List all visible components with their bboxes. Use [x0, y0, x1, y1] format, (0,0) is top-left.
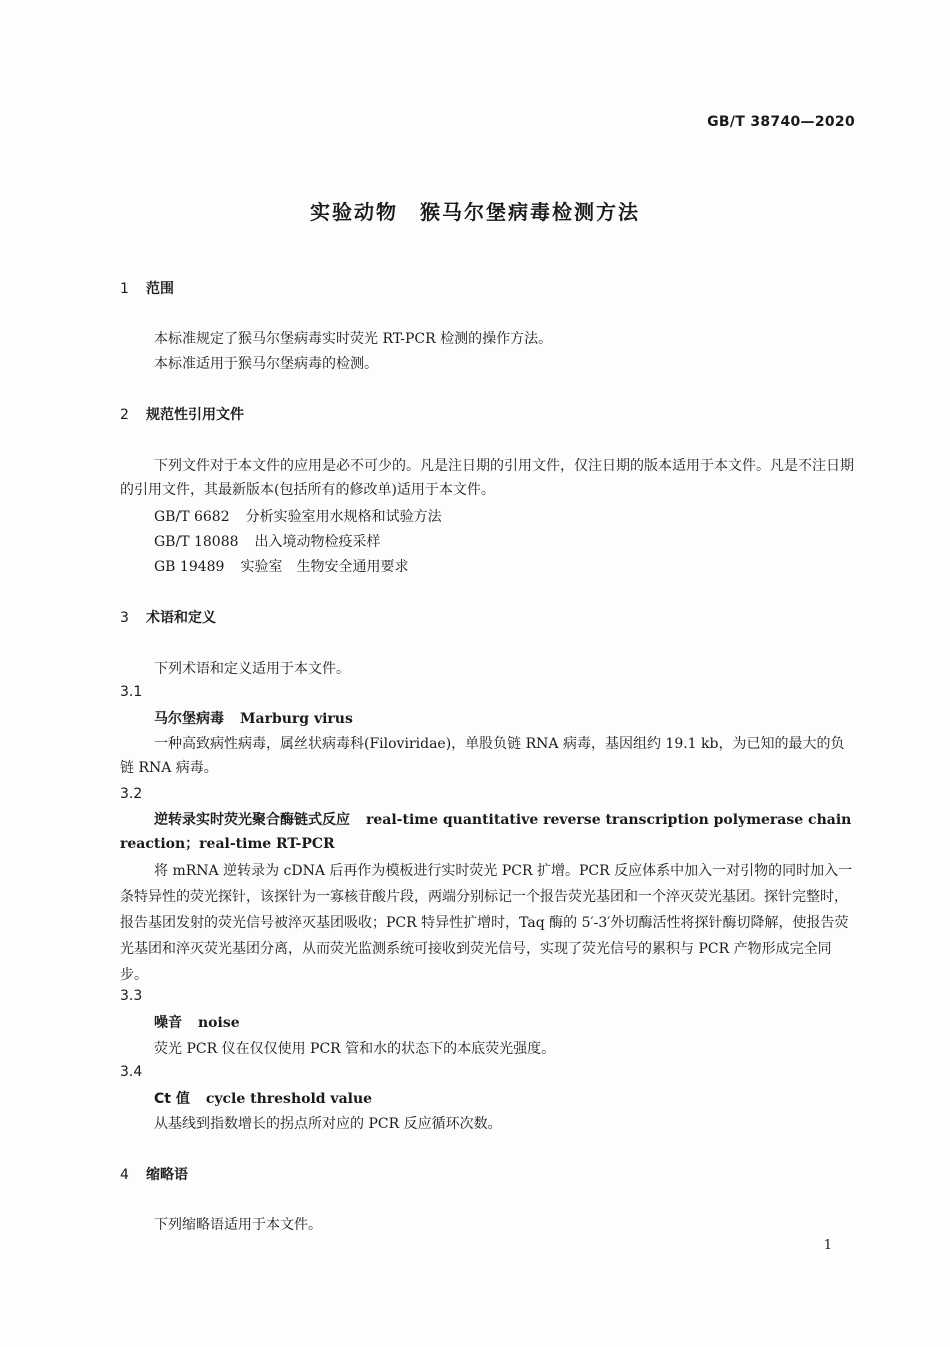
- section-number: 4: [120, 1167, 129, 1183]
- section-title: 规范性引用文件: [146, 407, 244, 423]
- paragraph: 下列术语和定义适用于本文件。: [154, 661, 350, 677]
- term-heading: [154, 1012, 240, 1032]
- term-heading: [154, 708, 353, 728]
- reference-code: GB/T 6682: [154, 509, 230, 525]
- section-number: 1: [120, 281, 129, 297]
- term-en: Marburg virus: [240, 711, 353, 727]
- subclause-number: 3.2: [120, 786, 143, 802]
- paragraph: 下列缩略语适用于本文件。: [154, 1217, 322, 1233]
- term-heading: [120, 808, 855, 856]
- section-heading-3: [120, 607, 216, 627]
- term-zh: 逆转录实时荧光聚合酶链式反应: [154, 812, 350, 828]
- term-zh: 马尔堡病毒: [154, 711, 224, 727]
- subclause-number: 3.1: [120, 684, 143, 700]
- reference-title: 分析实验室用水规格和试验方法: [245, 509, 442, 525]
- term-definition: 荧光 PCR 仪在仅仅使用 PCR 管和水的状态下的本底荧光强度。: [154, 1041, 556, 1057]
- term-heading: [154, 1088, 372, 1108]
- section-heading-4: [120, 1164, 188, 1184]
- reference-item: [154, 556, 408, 576]
- reference-item: [154, 531, 381, 551]
- page-number: 1: [823, 1238, 832, 1253]
- section-number: 2: [120, 407, 129, 423]
- section-number: 3: [120, 610, 129, 626]
- reference-code: GB 19489: [154, 559, 225, 575]
- term-definition: 一种高致病性病毒，属丝状病毒科(Filoviridae)，单股负链 RNA 病毒，基因组约 19.1 kb，为已知的最大的负链 RNA 病毒。: [120, 736, 845, 776]
- reference-title: 出入境动物检疫采样: [254, 534, 381, 550]
- reference-code: GB/T 18088: [154, 534, 239, 550]
- section-title: 缩略语: [146, 1167, 188, 1183]
- term-zh: Ct 值: [154, 1091, 190, 1107]
- reference-title: 实验室 生物安全通用要求: [240, 559, 409, 575]
- subclause-number: 3.4: [120, 1064, 143, 1080]
- paragraph: 本标准规定了猴马尔堡病毒实时荧光 RT-PCR 检测的操作方法。: [154, 331, 553, 347]
- subclause-number: 3.3: [120, 988, 143, 1004]
- term-en: cycle threshold value: [205, 1091, 373, 1107]
- section-heading-2: [120, 404, 244, 424]
- section-title: 范围: [146, 281, 174, 297]
- term-definition: 从基线到指数增长的拐点所对应的 PCR 反应循环次数。: [154, 1116, 502, 1132]
- term-zh: 噪音: [154, 1015, 182, 1031]
- section-title: 术语和定义: [146, 610, 216, 626]
- term-definition: 将 mRNA 逆转录为 cDNA 后再作为模板进行实时荧光 PCR 扩增。PCR 反应体系中加入一对引物的同时加入一条特异性的荧光探针，该探针为一寡核苷酸片段，两端分别标记一个报告荧光基团和一个淬灭荧光基团。探针完整时，报告基团发射的荧光信号被淬灭基团吸收；PCR 特异性扩增时，Taq 酶的 5′-3′外切酶活性将探针酶切降解，使报告荧光基团和淬灭荧光基团分离，从而荧光监测系统可接收到荧光信号，实现了荧光信号的累积与 PCR 产物形成完全同步。: [120, 863, 853, 983]
- standard-code: GB/T 38740—2020: [707, 114, 855, 130]
- paragraph: 本标准适用于猴马尔堡病毒的检测。: [154, 356, 378, 372]
- term-en: noise: [198, 1015, 240, 1031]
- section-heading-1: [120, 278, 174, 298]
- term-en: real-time quantitative reverse transcription polymerase chain reaction；real-time RT-PCR: [120, 812, 852, 852]
- paragraph: 下列文件对于本文件的应用是必不可少的。凡是注日期的引用文件，仅注日期的版本适用于本文件。凡是不注日期的引用文件，其最新版本(包括所有的修改单)适用于本文件。: [120, 458, 854, 498]
- document-title: 实验动物 猴马尔堡病毒检测方法: [310, 200, 640, 224]
- reference-item: [154, 506, 442, 526]
